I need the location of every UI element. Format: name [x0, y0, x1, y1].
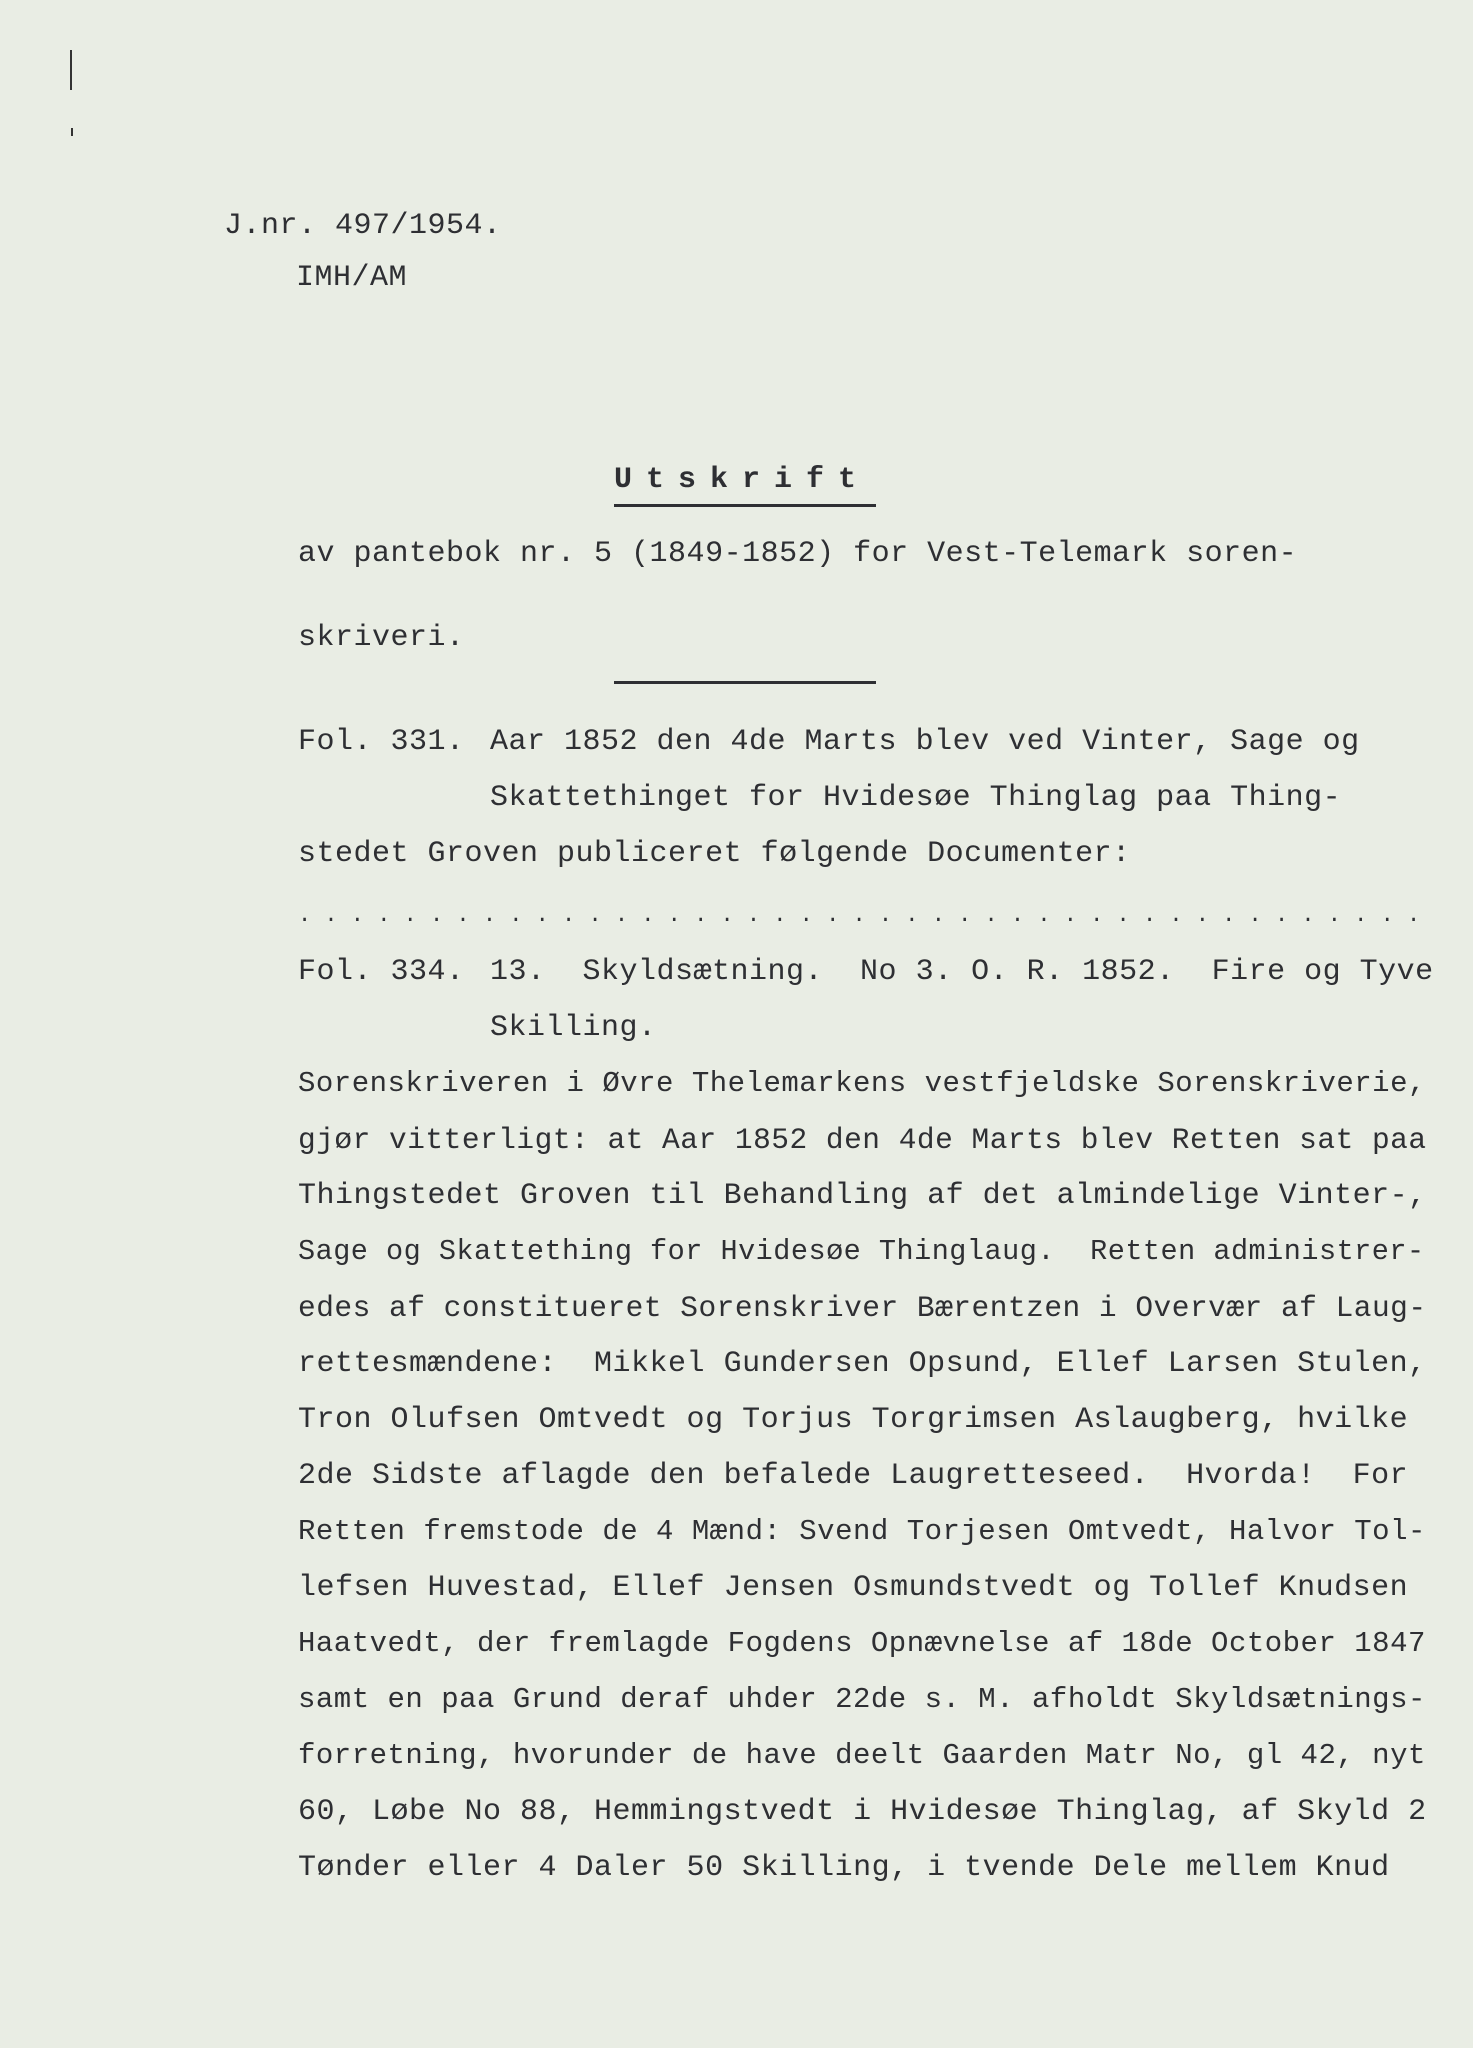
body-line: 2de Sidste aflagde den befalede Laugretteseed. Hvorda! For	[298, 1459, 1409, 1493]
section1-line: stedet Groven publiceret følgende Documenter:	[298, 837, 1131, 871]
body-line: Retten fremstode de 4 Mænd: Svend Torjesen Omtvedt, Halvor Tol-	[298, 1515, 1426, 1548]
section1-line: Skattethinget for Hvidesøe Thinglag paa Thing-	[490, 781, 1342, 815]
body-line: 60, Løbe No 88, Hemmingstvedt i Hvidesøe Thinglag, af Skyld 2	[298, 1795, 1427, 1829]
section2-line: 13. Skyldsætning. No 3. O. R. 1852. Fire og Tyve	[490, 955, 1434, 989]
body-line: samt en paa Grund deraf uhder 22de s. M. afholdt Skyldsætnings-	[298, 1683, 1426, 1716]
body-line: Tron Olufsen Omtvedt og Torjus Torgrimsen Aslaugberg, hvilke	[298, 1403, 1409, 1437]
body-line: Sage og Skattething for Hvidesøe Thinglaug. Retten administrer-	[298, 1235, 1425, 1268]
body-line: gjør vitterligt: at Aar 1852 den 4de Marts blev Retten sat paa	[298, 1123, 1427, 1157]
body-line: lefsen Huvestad, Ellef Jensen Osmundstvedt og Tollef Knudsen	[298, 1571, 1409, 1605]
subtitle-line: av pantebok nr. 5 (1849-1852) for Vest-Telemark soren-	[298, 537, 1298, 571]
title-underline	[614, 504, 876, 507]
body-line: rettesmændene: Mikkel Gundersen Opsund, Ellef Larsen Stulen,	[298, 1347, 1427, 1381]
dotted-separator: . . . . . . . . . . . . . . . . . . . . . . . . . . . . . . . . . . . . . . . . . . .	[298, 903, 1421, 928]
journal-number: J.nr. 497/1954.	[224, 209, 502, 243]
body-line: Thingstedet Groven til Behandling af det almindelige Vinter-,	[298, 1179, 1427, 1213]
body-line: Tønder eller 4 Daler 50 Skilling, i tvende Dele mellem Knud	[298, 1851, 1390, 1885]
initials: IMH/AM	[296, 261, 408, 295]
body-line: Haatvedt, der fremlagde Fogdens Opnævnelse af 18de October 1847	[298, 1627, 1426, 1660]
section1-line: Aar 1852 den 4de Marts blev ved Vinter, Sage og	[490, 725, 1360, 759]
margin-mark	[71, 128, 73, 136]
folio-334: Fol. 334.	[298, 955, 465, 989]
separator-rule	[614, 681, 876, 684]
folio-331: Fol. 331.	[298, 725, 465, 759]
margin-mark	[70, 50, 72, 90]
body-line: forretning, hvorunder de have deelt Gaarden Matr No, gl 42, nyt	[298, 1739, 1426, 1772]
body-line: Sorenskriveren i Øvre Thelemarkens vestfjeldske Sorenskriverie,	[298, 1067, 1426, 1100]
section2-line: Skilling.	[490, 1011, 657, 1045]
document-title: Utskrift	[614, 463, 871, 497]
body-line: edes af constitueret Sorenskriver Bærentzen i Overvær af Laug-	[298, 1291, 1427, 1325]
subtitle-line: skriveri.	[298, 621, 465, 655]
